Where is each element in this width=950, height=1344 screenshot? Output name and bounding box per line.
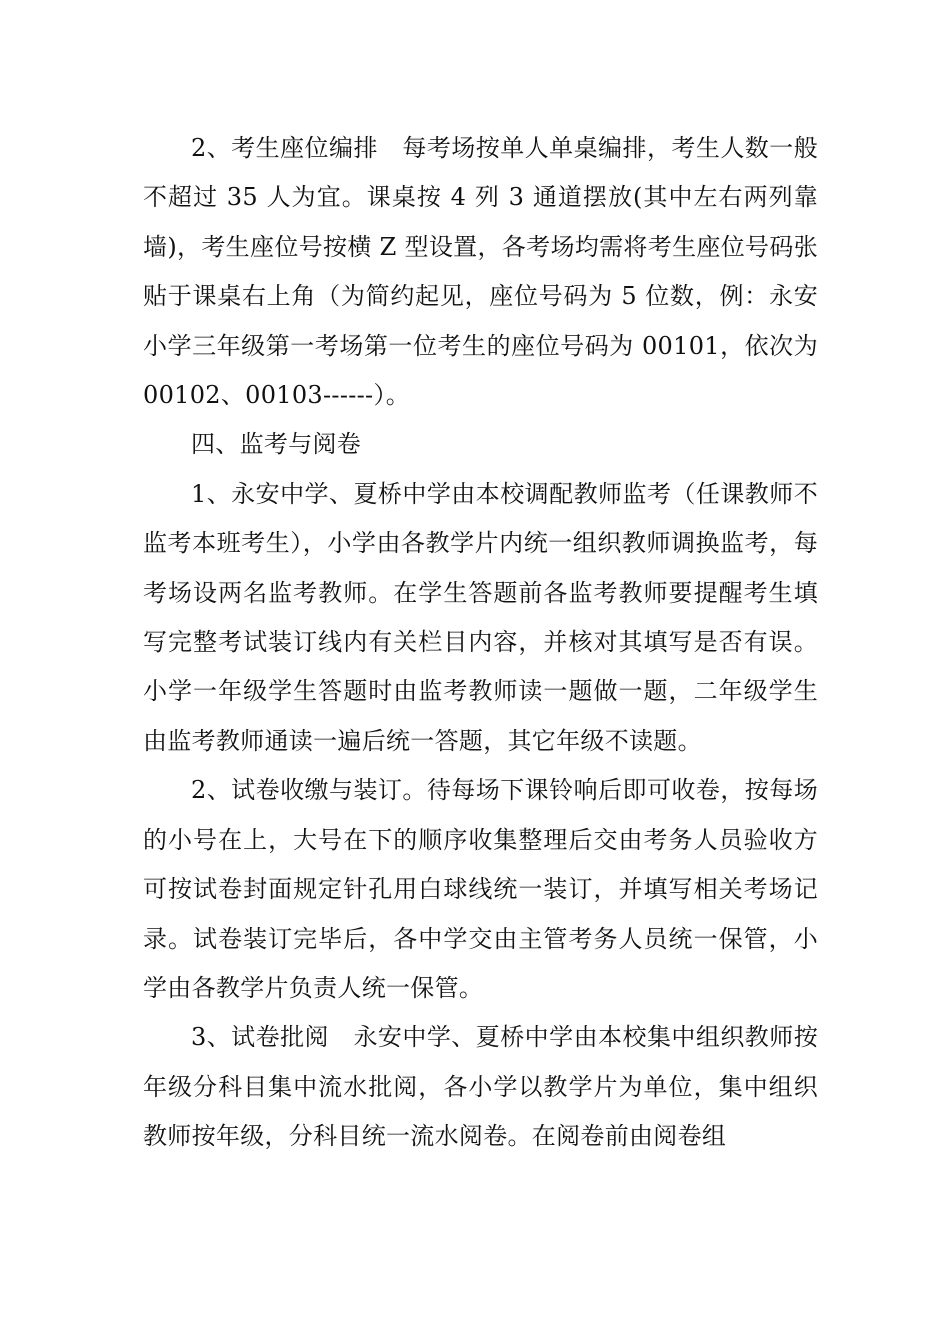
document-body bbox=[143, 124, 818, 1162]
section-heading-invigilation-marking: 四、监考与阅卷 bbox=[191, 430, 362, 459]
paragraph-invigilation: 1、永安中学、夏桥中学由本校调配教师监考（任课教师不监考本班考生），小学由各教学片内统一组织教师调换监考，每考场设两名监考教师。在学生答题前各监考教师要提醒考生填写完整考试装订线内有关栏目内容，并核对其填写是否有误。小学一年级学生答题时由监考教师读一题做一题，二年级学生由监考教师通读一遍后统一答题，其它年级不读题。 bbox=[143, 479, 818, 755]
paragraph-paper-marking: 3、试卷批阅 永安中学、夏桥中学由本校集中组织教师按年级分科目集中流水批阅，各小学以教学片为单位，集中组织教师按年级，分科目统一流水阅卷。在阅卷前由阅卷组 bbox=[143, 1023, 818, 1151]
paragraph-paper-collection-binding: 2、试卷收缴与装订。待每场下课铃响后即可收卷，按每场的小号在上，大号在下的顺序收集整理后交由考务人员验收方可按试卷封面规定针孔用白球线统一装订，并填写相关考场记录。试卷装订完毕后，各中学交由主管考务人员统一保管，小学由各教学片负责人统一保管。 bbox=[143, 776, 818, 1002]
paragraph-seating-arrangement: 2、考生座位编排 每考场按单人单桌编排，考生人数一般不超过 35 人为宜。课桌按 4 列 3 通道摆放(其中左右两列靠墙)，考生座位号按横 Z 型设置，各考场均需将考生座位号码张贴于课桌右上角（为简约起见，座位号码为 5 位数，例：永安小学三年级第一考场第一位考生的座位号码为 00101，依次为 00102、00103------）。 bbox=[143, 134, 818, 410]
